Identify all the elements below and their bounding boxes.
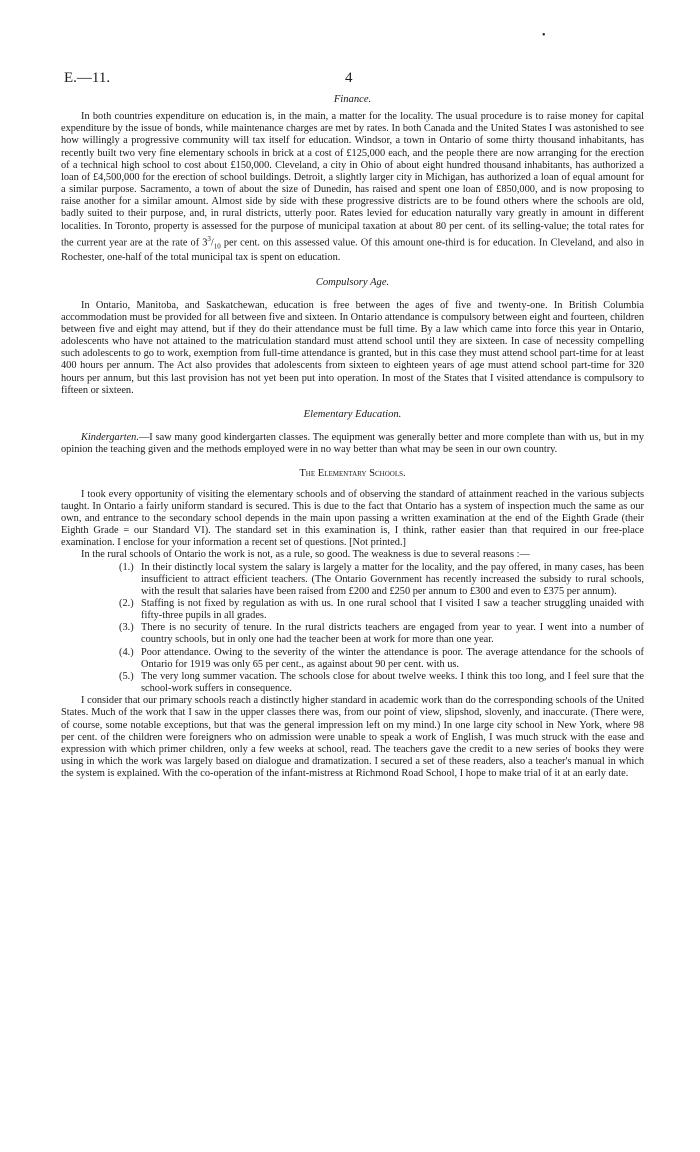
margin-mark: • <box>542 30 546 41</box>
paragraph-elementary-schools-2: In the rural schools of Ontario the work is not, as a rule, so good. The weakness is due to several reasons :— <box>81 549 530 561</box>
fraction-denominator: 10 <box>213 242 221 251</box>
list-item-text: The very long summer vacation. The schools close for about twelve weeks. I think this too long, and I feel sure that the school-work suffers in consequence. <box>141 670 644 695</box>
section-heading-elementary-schools: The Elementary Schools. <box>299 468 406 480</box>
section-heading-finance: Finance. <box>333 94 372 105</box>
document-code: E.—11. <box>64 70 111 86</box>
list-item-text: Poor attendance. Owing to the severity of the winter the attendance is poor. The average attendance for the schools of Ontario for 1919 was only 65 per cent., as against about 90 per cent. with us. <box>141 646 644 670</box>
section-heading-compulsory: Compulsory Age. <box>315 276 390 288</box>
reasons-list <box>119 562 644 696</box>
paragraph-kindergarten <box>61 432 644 456</box>
list-item <box>119 562 644 598</box>
list-item <box>119 671 644 695</box>
paragraph-finance: In both countries expenditure on education is, in the main, a matter for the locality. The usual procedure is to raise money for capital expenditure by the issue of bonds, while maintenance charges are met by rates. In both Canada and the United States I was astonished to see how willingly a progressive community will tax itself for education. Windsor, a town in Ontario of some thirty thousand inhabitants, has recently built two very fine elementary schools in brick at a cost of £125,000 each, and the people there are now arranging for the erection of a technical high school to cost about £150,000. Cleveland, a city in Ohio of about eight hundred thousand inhabitants, has authorized a loan of £4,500,000 for the erection of school buildings. Detroit, a slightly larger city in Michigan, has authorized a loan of equal amount for a similar purpose. Sacramento, a town of about the size of Dunedin, has raised and spent one loan of £850,000, and is now proposing to raise another for a similar amount. Almost side by side with these progressive districts are to be found others where the schools are old, badly suited to their purpose, and, in rural districts, utterly poor. Rates levied for education naturally vary greatly in amount in different localities. In Toronto, property is assessed for the purpose of municipal taxation at about 80 per cent. of its selling-value; the total rates for the current year are at the rate of $3^3/_{10}$ per cent. on this assessed value. Of this amount one-third is for education. In Cleveland, and also in Rochester, one-half of the total municipal tax is spent on education. <box>61 111 644 264</box>
list-item-number: (3.) <box>119 622 134 634</box>
kindergarten-text: —I saw many good kindergarten classes. The equipment was generally better and more complete than with us, but in my opinion the teaching given and the methods employed were in no way better than what may be seen in our own country. <box>61 432 644 456</box>
fraction-numerator: 3 <box>207 234 211 243</box>
list-item <box>119 622 644 646</box>
list-item <box>119 598 644 622</box>
list-item-number: (4.) <box>119 646 134 658</box>
document-body <box>61 94 644 780</box>
finance-text: In both countries expenditure on education is, in the main, a matter for the locality. The usual procedure is to raise money for capital expenditure by the issue of bonds, while maintenance charges are met by rates. In both Canada and the United States I was astonished to see how willingly a progressive community will tax itself for education. Windsor, a town in Ontario of some thirty thousand inhabitants, has recently built two very fine elementary schools in brick at a cost of £125,000 each, and the people there are now arranging for the erection of a technical high school to cost about £150,000. Cleveland, a city in Ohio of about eight hundred thousand inhabitants, has authorized a loan of £4,500,000 for the erection of school buildings. Detroit, a slightly larger city in Michigan, has authorized a loan of equal amount for a similar purpose. Sacramento, a town of about the size of Dunedin, has raised and spent one loan of £850,000, and is now proposing to raise another for a similar amount. Almost side by side with these progressive districts are to be found others where the schools are old, badly suited to their purpose, and, in rural districts, utterly poor. Rates levied for education naturally vary greatly in amount in different localities. In Toronto, property is assessed for the purpose of municipal taxation at about 80 per cent. of its selling-value; the total rates for the current year are at the rate of 3 <box>61 111 644 249</box>
list-item-text: Staffing is not fixed by regulation as with us. In one rural school that I visited I saw a teacher struggling unaided with fifty-three pupils in all grades. <box>141 597 644 622</box>
paragraph-compulsory: In Ontario, Manitoba, and Saskatchewan, education is free between the ages of five and twenty-one. In British Columbia accommodation must be provided for all between five and sixteen. In Ontario attendance is compulsory between eight and fourteen, children between five and eight may attend, but if they do their attendance must be full time. By a law which came into force this year in Ontario, adolescents who have not attained to the matriculation standard must attend school until they are sixteen. In case of necessity compelling such adolescents to go to work, exemption from full-time attendance is granted, but in this case they must attend school part-time for at least 400 hours per annum. The Act also provides that adolescents from sixteen to eighteen years of age must attend school part-time for 320 hours per annum, but this last provision has not yet been put into operation. In most of the States that I visited attendance is compulsory to fifteen or sixteen. <box>61 299 644 396</box>
list-item-number: (2.) <box>119 597 134 609</box>
list-item-text: In their distinctly local system the salary is largely a matter for the locality, and the pay offered, in many cases, has been insufficient to attract efficient teachers. (The Ontario Government has recently increased the subsidy to rural schools, with the result that salaries have been raised from £200 and £250 per annum to £300 and even to £375 per annum). <box>141 561 644 597</box>
finance-text-end: per cent. on this assessed value. Of this amount one-third is for education. In Cleveland, and also in Rochester, one-half of the total municipal tax is spent on education. <box>61 237 644 264</box>
list-item-number: (1.) <box>119 561 134 573</box>
paragraph-elementary-schools-1: I took every opportunity of visiting the elementary schools and of observing the standard of attainment reached in the various subjects taught. In Ontario a fairly uniform standard is secured. This is due to the fact that Ontario has a system of inspection much the same as our own, and entrance to the secondary school depends in the main upon passing a written examination at the end of the Eighth Grade (their Eighth Grade = our Standard VI). The standard set in this examination is, I think, rather easier than that required in our free-place examination. I enclose for your information a recent set of questions. [Not printed.] <box>61 488 644 549</box>
page-number: 4 <box>345 70 353 86</box>
list-item-number: (5.) <box>119 670 134 682</box>
paragraph-elementary-schools-3: I consider that our primary schools reach a distinctly higher standard in academic work than do the corresponding schools of the United States. Much of the work that I saw in the upper classes there was, from our point of view, slipshod, slovenly, and inaccurate. (There were, of course, some notable exceptions, but that was the general impression left on my mind.) In one large city school in New York, where 98 per cent. of the children were foreigners who on admission were unable to speak a work of English, I was much struck with the ease and expression with which primer children, only a few weeks at school, read. The teachers gave the credit to a new series of books they were using in which the work was largely based on dialogue and dramatization. I secured a set of these readers, also a teacher's manual in which the system is explained. With the co-operation of the infant-mistress at Richmond Road School, I hope to make trial of it at an early date. <box>61 695 644 780</box>
kindergarten-label: Kindergarten. <box>81 432 139 444</box>
list-item <box>119 647 644 671</box>
section-heading-elementary-education: Elementary Education. <box>303 408 402 420</box>
list-item-text: There is no security of tenure. In the rural districts teachers are engaged from year to year. I went into a number of country schools, but in only one had the teacher been at work for more than one year. <box>141 622 644 646</box>
